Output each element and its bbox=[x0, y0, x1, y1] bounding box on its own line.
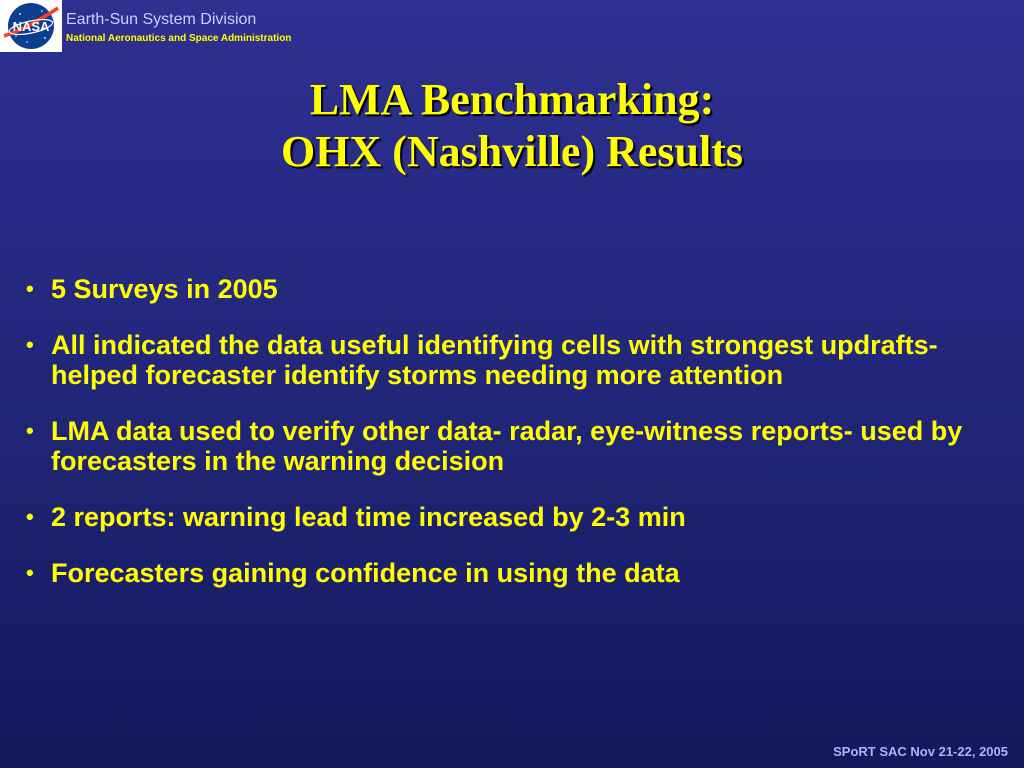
slide-title-line-2: OHX (Nashville) Results bbox=[281, 127, 743, 176]
bullet-text: Forecasters gaining confidence in using the data bbox=[51, 558, 680, 588]
bullet-item bbox=[26, 558, 986, 588]
slide-title-line-1: LMA Benchmarking: bbox=[309, 75, 715, 124]
bullet-marker: • bbox=[26, 332, 34, 357]
bullet-list bbox=[26, 274, 986, 614]
bullet-marker: • bbox=[26, 560, 34, 585]
division-name: Earth-Sun System Division bbox=[66, 11, 257, 28]
nasa-meatball-icon bbox=[0, 0, 62, 52]
bullet-item bbox=[26, 416, 986, 476]
slide-footer: SPoRT SAC Nov 21-22, 2005 bbox=[833, 744, 1008, 759]
bullet-marker: • bbox=[26, 276, 34, 301]
bullet-item bbox=[26, 330, 986, 390]
bullet-text: All indicated the data useful identifying cells with strongest updrafts- helped forecaster identify storms needing more attention bbox=[51, 330, 938, 390]
bullet-item bbox=[26, 502, 986, 532]
bullet-text: 5 Surveys in 2005 bbox=[51, 274, 278, 304]
logo-wordmark: NASA bbox=[12, 19, 50, 34]
nasa-logo bbox=[0, 0, 62, 52]
bullet-item bbox=[26, 274, 986, 304]
bullet-marker: • bbox=[26, 504, 34, 529]
agency-name: National Aeronautics and Space Administration bbox=[66, 33, 292, 44]
header-branding bbox=[66, 10, 291, 46]
bullet-text: 2 reports: warning lead time increased by 2-3 min bbox=[51, 502, 686, 532]
bullet-marker: • bbox=[26, 418, 34, 443]
slide-title bbox=[0, 74, 1024, 178]
bullet-text: LMA data used to verify other data- radar, eye-witness reports- used by forecasters in the warning decision bbox=[51, 416, 963, 476]
